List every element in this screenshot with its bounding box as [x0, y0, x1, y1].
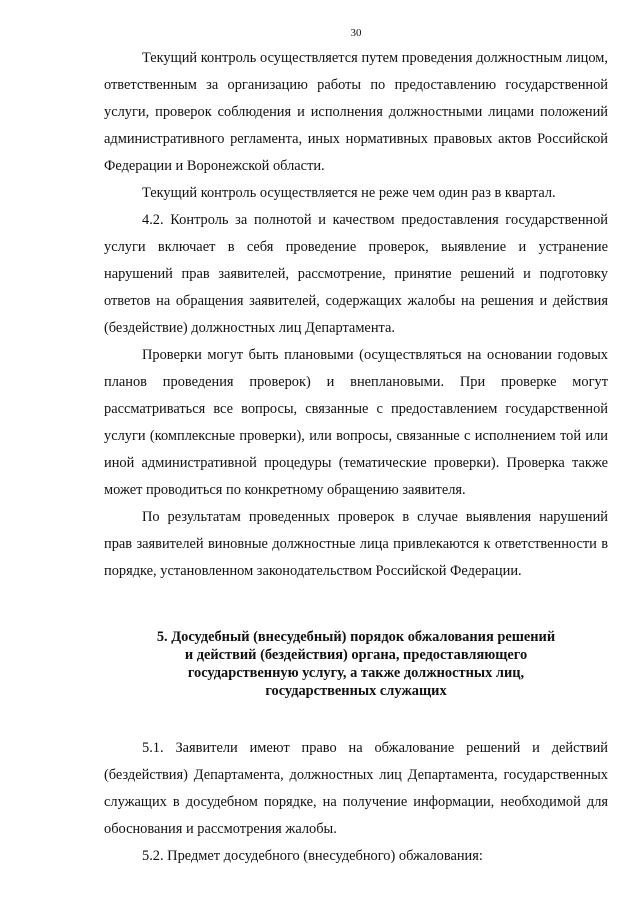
page-number: 30: [350, 27, 362, 39]
section-heading-line: государственную услугу, а также должностных лиц,: [187, 665, 525, 681]
section-heading-5: [104, 628, 608, 700]
paragraph-current-control: Текущий контроль осуществляется путем проведения должностным лицом, ответственным за организацию работы по предоставлению государственной услуги, проверок соблюдения и исполнения должностными лицами положений административного регламента, иных нормативных правовых актов Российской Федерации и Воронежской области.: [104, 50, 608, 174]
paragraph-5-1: 5.1. Заявители имеют право на обжалование решений и действий (бездействия) Департамента, должностных лиц Департамента, государственных служащих в досудебном порядке, на получение информации, необходимой для обоснования и рассмотрения жалобы.: [104, 740, 608, 837]
section-heading-line: государственных служащих: [265, 683, 447, 699]
paragraph-control-frequency: Текущий контроль осуществляется не реже чем один раз в квартал.: [142, 185, 556, 201]
paragraph-4-2: 4.2. Контроль за полнотой и качеством предоставления государственной услуги включает в себя проведение проверок, выявление и устранение нарушений прав заявителей, рассмотрение, принятие решений и подготовку ответов на обращения заявителей, содержащих жалобы на решения и действия (бездействие) должностных лиц Департамента.: [104, 212, 608, 336]
paragraph-inspection-results: По результатам проведенных проверок в случае выявления нарушений прав заявителей виновные должностные лица привлекаются к ответственности в порядке, установленном законодательством Российской Федерации.: [104, 509, 608, 579]
section-heading-line: и действий (бездействия) органа, предоставляющего: [184, 647, 528, 663]
paragraph-5-2: 5.2. Предмет досудебного (внесудебного) обжалования:: [142, 848, 483, 864]
section-heading-line: 5. Досудебный (внесудебный) порядок обжалования решений: [156, 629, 556, 645]
paragraph-inspections: Проверки могут быть плановыми (осуществляться на основании годовых планов проведения проверок) и внеплановыми. При проверке могут рассматриваться все вопросы, связанные с предоставлением государственной услуги (комплексные проверки), или вопросы, связанные с исполнением той или иной административной процедуры (тематические проверки). Проверка также может проводиться по конкретному обращению заявителя.: [104, 347, 608, 498]
